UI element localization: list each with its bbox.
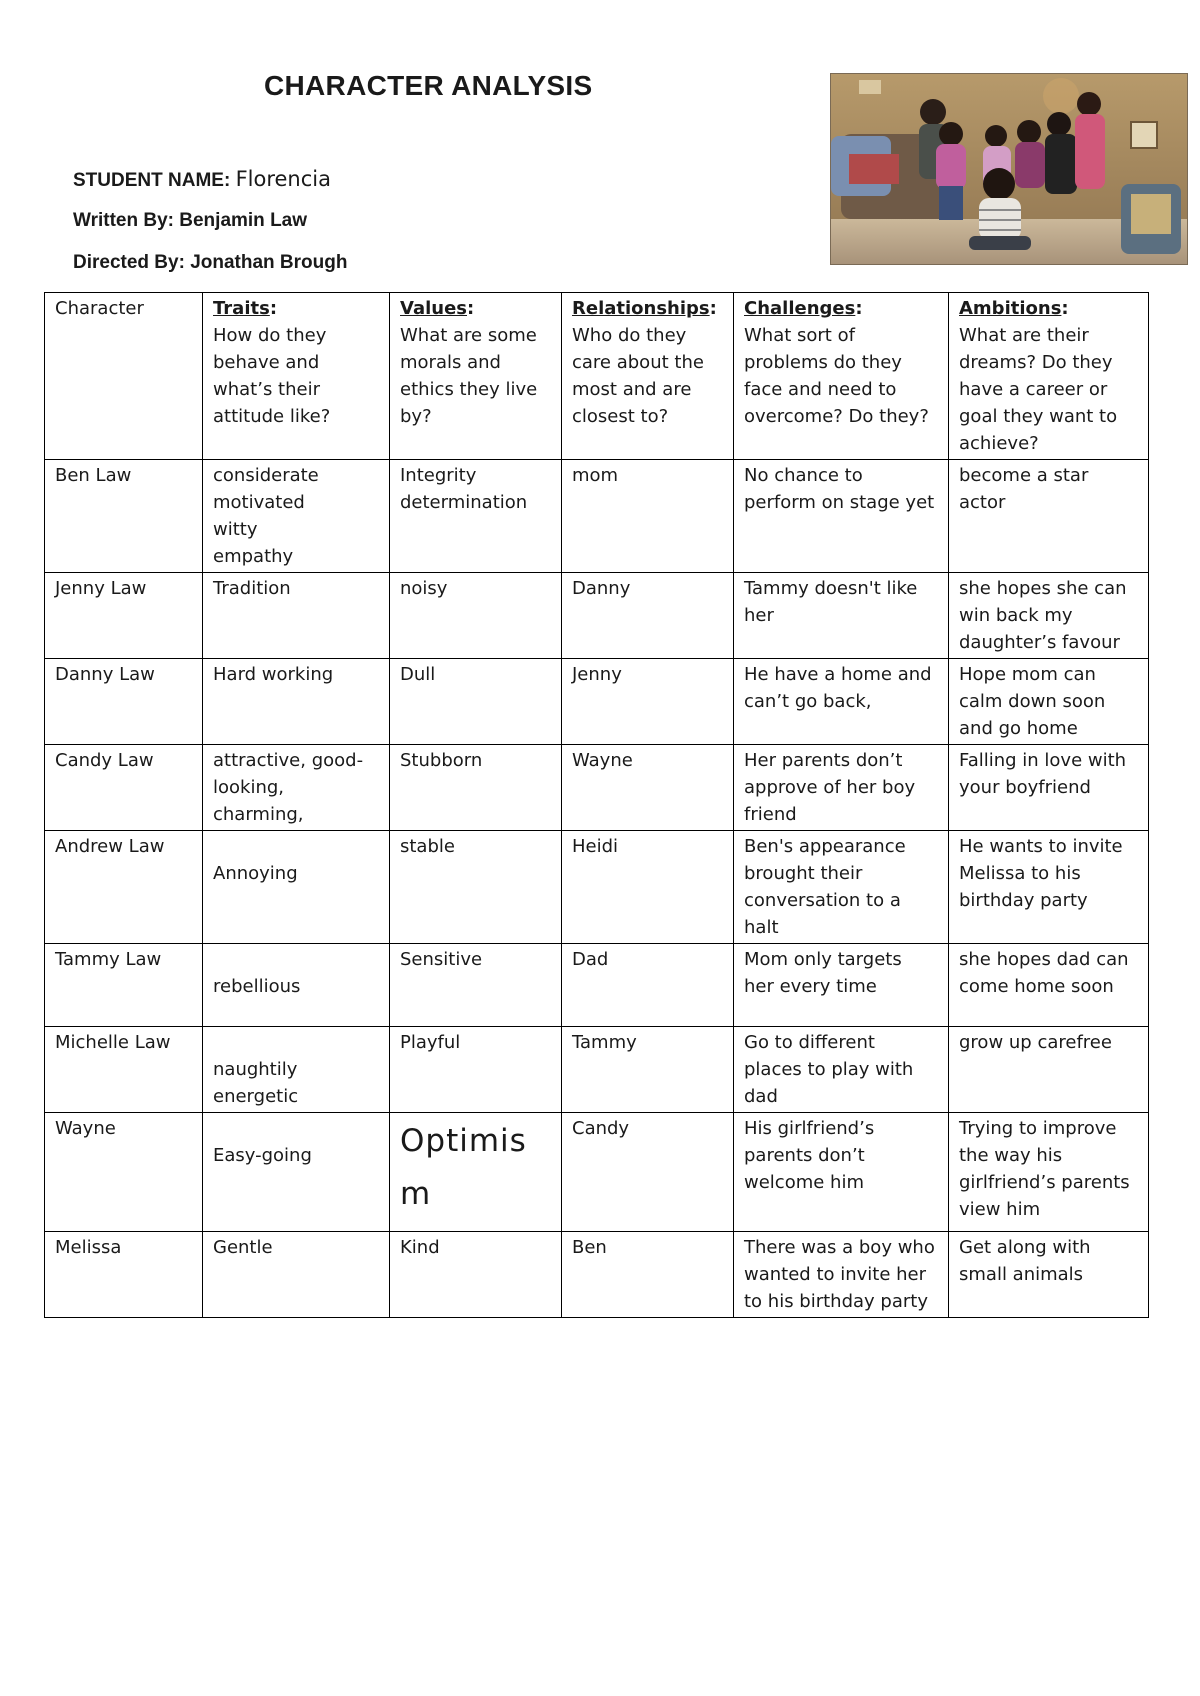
cell-relationships [562, 460, 734, 573]
text-line: dad [744, 1086, 778, 1107]
text-line: wanted to invite her [744, 1264, 927, 1285]
text-line: energetic [213, 1086, 299, 1107]
text-line: looking, [213, 777, 285, 798]
text-line: Hard working [213, 664, 334, 685]
text-line: Who do they [572, 325, 687, 346]
text-line: overcome? Do they? [744, 406, 929, 427]
cell-challenges [734, 1232, 949, 1318]
cell-ambitions [949, 831, 1149, 944]
cell-challenges-lines [744, 1234, 938, 1315]
text-line: Ben's appearance [744, 836, 906, 857]
cell-character: Wayne [45, 1113, 203, 1232]
header-values-term: Values [400, 298, 467, 319]
text-line: Wayne [572, 750, 633, 771]
cell-ambitions [949, 460, 1149, 573]
text-line: stable [400, 836, 455, 857]
text-line: Tammy doesn't like [744, 578, 918, 599]
table-row [45, 573, 1149, 659]
cell-traits-lines [213, 946, 379, 1000]
text-line: Danny [572, 578, 631, 599]
text-line: naughtily [213, 1059, 298, 1080]
text-line: and go home [959, 718, 1078, 739]
header-relationships-term: Relationships [572, 298, 710, 319]
page-title: CHARACTER ANALYSIS [264, 70, 593, 101]
header-ambitions-term: Ambitions [959, 298, 1062, 319]
text-line: Jenny [572, 664, 622, 685]
directed-by-value: Jonathan Brough [190, 252, 348, 273]
text-line: determination [400, 492, 528, 513]
cell-relationships-lines [572, 747, 723, 774]
cell-ambitions [949, 573, 1149, 659]
written-by-label: Written By: [73, 210, 174, 231]
student-name-label: STUDENT NAME: [73, 170, 231, 191]
cell-traits-lines [213, 575, 379, 602]
text-line: ethics they live [400, 379, 538, 400]
table-row [45, 659, 1149, 745]
text-line: places to play with [744, 1059, 914, 1080]
cell-traits-lines [213, 833, 379, 887]
cell-challenges [734, 831, 949, 944]
cell-values [390, 745, 562, 831]
text-line: she hopes dad can [959, 949, 1129, 970]
text-line: considerate [213, 465, 319, 486]
cell-traits-lines [213, 1234, 379, 1261]
cell-challenges-lines [744, 946, 938, 1000]
text-line: Optimis [400, 1123, 527, 1159]
table-row [45, 944, 1149, 1027]
text-line: Ben [572, 1237, 607, 1258]
cell-ambitions-lines [959, 1234, 1138, 1288]
text-line: problems do they [744, 352, 902, 373]
text-line: charming, [213, 804, 304, 825]
text-line: care about the [572, 352, 704, 373]
cell-traits [203, 460, 390, 573]
cell-ambitions [949, 944, 1149, 1027]
cell-values-lines [400, 1115, 551, 1221]
table-row [45, 745, 1149, 831]
text-line [213, 946, 379, 973]
cell-ambitions-lines [959, 946, 1138, 1000]
text-line: Integrity [400, 465, 477, 486]
text-line: birthday party [959, 890, 1088, 911]
text-line: Falling in love with [959, 750, 1127, 771]
text-line: Dad [572, 949, 609, 970]
cell-traits [203, 1232, 390, 1318]
cell-challenges-lines [744, 747, 938, 828]
cell-character: Danny Law [45, 659, 203, 745]
text-line: noisy [400, 578, 448, 599]
cell-values-lines [400, 1234, 551, 1261]
text-line: behave and [213, 352, 320, 373]
text-line: Annoying [213, 863, 298, 884]
cell-relationships [562, 1027, 734, 1113]
cell-challenges-lines [744, 462, 938, 516]
cell-values [390, 831, 562, 944]
cell-challenges [734, 1113, 949, 1232]
header-relationships-question [572, 322, 723, 430]
text-line: approve of her boy [744, 777, 916, 798]
cell-challenges [734, 460, 949, 573]
header-challenges [734, 293, 949, 460]
cell-ambitions-lines [959, 833, 1138, 914]
directed-by-label: Directed By: [73, 252, 185, 273]
header-values-colon: : [467, 298, 475, 319]
cell-values-lines [400, 747, 551, 774]
cell-character: Andrew Law [45, 831, 203, 944]
header-ambitions-question [959, 322, 1138, 457]
table-row [45, 1027, 1149, 1113]
text-line: she hopes she can [959, 578, 1127, 599]
text-line: conversation to a [744, 890, 901, 911]
text-line: Her parents don’t [744, 750, 903, 771]
cell-traits [203, 944, 390, 1027]
student-name-line [73, 167, 331, 192]
text-line: Gentle [213, 1237, 273, 1258]
text-line: calm down soon [959, 691, 1106, 712]
cell-challenges-lines [744, 575, 938, 629]
text-line: the way his [959, 1145, 1063, 1166]
cell-traits [203, 831, 390, 944]
text-line: He wants to invite [959, 836, 1123, 857]
cell-challenges [734, 944, 949, 1027]
cell-relationships [562, 573, 734, 659]
cell-ambitions-lines [959, 747, 1138, 801]
cell-relationships-lines [572, 946, 723, 973]
text-line: her every time [744, 976, 877, 997]
text-line: morals and [400, 352, 501, 373]
cell-ambitions-lines [959, 462, 1138, 516]
text-line: brought their [744, 863, 863, 884]
cell-values [390, 1113, 562, 1232]
text-line: can’t go back, [744, 691, 872, 712]
text-line: view him [959, 1199, 1041, 1220]
cell-values [390, 1027, 562, 1113]
text-line: Trying to improve [959, 1118, 1117, 1139]
header-traits [203, 293, 390, 460]
cell-relationships [562, 745, 734, 831]
cell-ambitions-lines [959, 1115, 1138, 1223]
cell-challenges [734, 573, 949, 659]
cell-traits [203, 573, 390, 659]
table-row [45, 1113, 1149, 1232]
cell-values [390, 1232, 562, 1318]
text-line: attractive, good- [213, 750, 364, 771]
header-relationships [562, 293, 734, 460]
cell-character: Michelle Law [45, 1027, 203, 1113]
text-line: empathy [213, 546, 294, 567]
table-row [45, 1232, 1149, 1318]
text-line: witty [213, 519, 258, 540]
text-line: How do they [213, 325, 327, 346]
cell-relationships [562, 659, 734, 745]
text-line: your boyfriend [959, 777, 1091, 798]
cell-ambitions [949, 1113, 1149, 1232]
cell-values-lines [400, 575, 551, 602]
cell-ambitions [949, 1027, 1149, 1113]
cell-challenges [734, 659, 949, 745]
text-line: m [400, 1176, 432, 1212]
text-line: friend [744, 804, 797, 825]
text-line: There was a boy who [744, 1237, 935, 1258]
text-line [213, 1115, 379, 1142]
text-line: Go to different [744, 1032, 875, 1053]
written-by-line [73, 210, 307, 232]
cell-values [390, 659, 562, 745]
cell-relationships-lines [572, 1029, 723, 1056]
text-line: Melissa to his [959, 863, 1081, 884]
text-line: What sort of [744, 325, 855, 346]
header-challenges-question [744, 322, 938, 430]
text-line: rebellious [213, 976, 301, 997]
table-row [45, 831, 1149, 944]
header-values [390, 293, 562, 460]
header-character-label: Character [55, 298, 144, 319]
text-line: Kind [400, 1237, 440, 1258]
text-line: girlfriend’s parents [959, 1172, 1130, 1193]
text-line: Dull [400, 664, 436, 685]
header-character [45, 293, 203, 460]
text-line: face and need to [744, 379, 897, 400]
cell-challenges [734, 745, 949, 831]
cell-values-lines [400, 833, 551, 860]
text-line: Tammy [572, 1032, 637, 1053]
cell-challenges [734, 1027, 949, 1113]
cell-challenges-lines [744, 833, 938, 941]
text-line: Candy [572, 1118, 630, 1139]
cell-relationships [562, 831, 734, 944]
cell-challenges-lines [744, 1029, 938, 1110]
cell-character: Ben Law [45, 460, 203, 573]
text-line: His girlfriend’s [744, 1118, 875, 1139]
header-challenges-colon: : [855, 298, 863, 319]
text-line: Get along with [959, 1237, 1091, 1258]
cell-relationships-lines [572, 462, 723, 489]
cell-challenges-lines [744, 1115, 938, 1196]
cell-character: Candy Law [45, 745, 203, 831]
cell-values [390, 944, 562, 1027]
cell-ambitions [949, 745, 1149, 831]
text-line: Tradition [213, 578, 291, 599]
cell-traits-lines [213, 1029, 379, 1110]
cell-traits-lines [213, 661, 379, 688]
cell-relationships [562, 1113, 734, 1232]
cell-character: Jenny Law [45, 573, 203, 659]
text-line: halt [744, 917, 779, 938]
cell-ambitions [949, 1232, 1149, 1318]
text-line: closest to? [572, 406, 669, 427]
text-line: mom [572, 465, 619, 486]
text-line: dreams? Do they [959, 352, 1113, 373]
cell-ambitions-lines [959, 661, 1138, 742]
cell-character: Tammy Law [45, 944, 203, 1027]
cell-challenges-lines [744, 661, 938, 715]
cell-relationships-lines [572, 661, 723, 688]
cell-traits-lines [213, 462, 379, 570]
text-line: What are their [959, 325, 1089, 346]
text-line [213, 833, 379, 860]
cell-traits [203, 745, 390, 831]
text-line: attitude like? [213, 406, 331, 427]
header-traits-term: Traits [213, 298, 270, 319]
text-line: have a career or [959, 379, 1108, 400]
cell-character: Melissa [45, 1232, 203, 1318]
text-line: to his birthday party [744, 1291, 928, 1312]
header-traits-colon: : [269, 298, 278, 319]
character-analysis-table [44, 292, 1149, 1318]
text-line: what’s their [213, 379, 320, 400]
cell-relationships [562, 1232, 734, 1318]
text-line: Mom only targets [744, 949, 902, 970]
cell-traits-lines [213, 747, 379, 828]
text-line: motivated [213, 492, 305, 513]
cell-traits-lines [213, 1115, 379, 1169]
text-line: He have a home and [744, 664, 932, 685]
written-by-value: Benjamin Law [179, 210, 308, 231]
cell-values [390, 573, 562, 659]
header-challenges-term: Challenges [744, 298, 856, 319]
header-traits-question [213, 322, 379, 430]
family-cast-photo [830, 73, 1188, 265]
cell-relationships-lines [572, 1234, 723, 1261]
cell-traits [203, 1113, 390, 1232]
text-line: by? [400, 406, 432, 427]
text-line: most and are [572, 379, 692, 400]
cell-values [390, 460, 562, 573]
table-row [45, 460, 1149, 573]
cell-ambitions-lines [959, 1029, 1138, 1056]
text-line: Hope mom can [959, 664, 1096, 685]
cell-relationships-lines [572, 575, 723, 602]
cell-ambitions-lines [959, 575, 1138, 656]
text-line: daughter’s favour [959, 632, 1120, 653]
text-line: No chance to [744, 465, 863, 486]
cell-ambitions [949, 659, 1149, 745]
student-name-value: Florencia [235, 167, 331, 191]
text-line: her [744, 605, 774, 626]
text-line: win back my [959, 605, 1073, 626]
text-line: welcome him [744, 1172, 864, 1193]
cell-values-lines [400, 946, 551, 973]
header-values-question [400, 322, 551, 430]
cell-relationships [562, 944, 734, 1027]
cell-values-lines [400, 661, 551, 688]
text-line: actor [959, 492, 1006, 513]
cell-relationships-lines [572, 833, 723, 860]
text-line: Sensitive [400, 949, 483, 970]
text-line: achieve? [959, 433, 1039, 454]
text-line: Heidi [572, 836, 619, 857]
text-line: become a star [959, 465, 1089, 486]
table-header-row [45, 293, 1149, 460]
header-ambitions [949, 293, 1149, 460]
text-line: Easy-going [213, 1145, 312, 1166]
cell-values-lines [400, 462, 551, 516]
cast-photo-illustration [831, 74, 1187, 264]
text-line [213, 1029, 379, 1056]
text-line: What are some [400, 325, 537, 346]
cell-relationships-lines [572, 1115, 723, 1142]
text-line: parents don’t [744, 1145, 865, 1166]
text-line: goal they want to [959, 406, 1118, 427]
text-line: Stubborn [400, 750, 483, 771]
cell-traits [203, 1027, 390, 1113]
cell-values-lines [400, 1029, 551, 1056]
directed-by-line [73, 252, 347, 274]
header-ambitions-colon: : [1061, 298, 1069, 319]
cell-traits [203, 659, 390, 745]
text-line: come home soon [959, 976, 1114, 997]
header-relationships-colon: : [709, 298, 717, 319]
text-line: small animals [959, 1264, 1084, 1285]
text-line: perform on stage yet [744, 492, 935, 513]
text-line: Playful [400, 1032, 461, 1053]
text-line: grow up carefree [959, 1032, 1112, 1053]
